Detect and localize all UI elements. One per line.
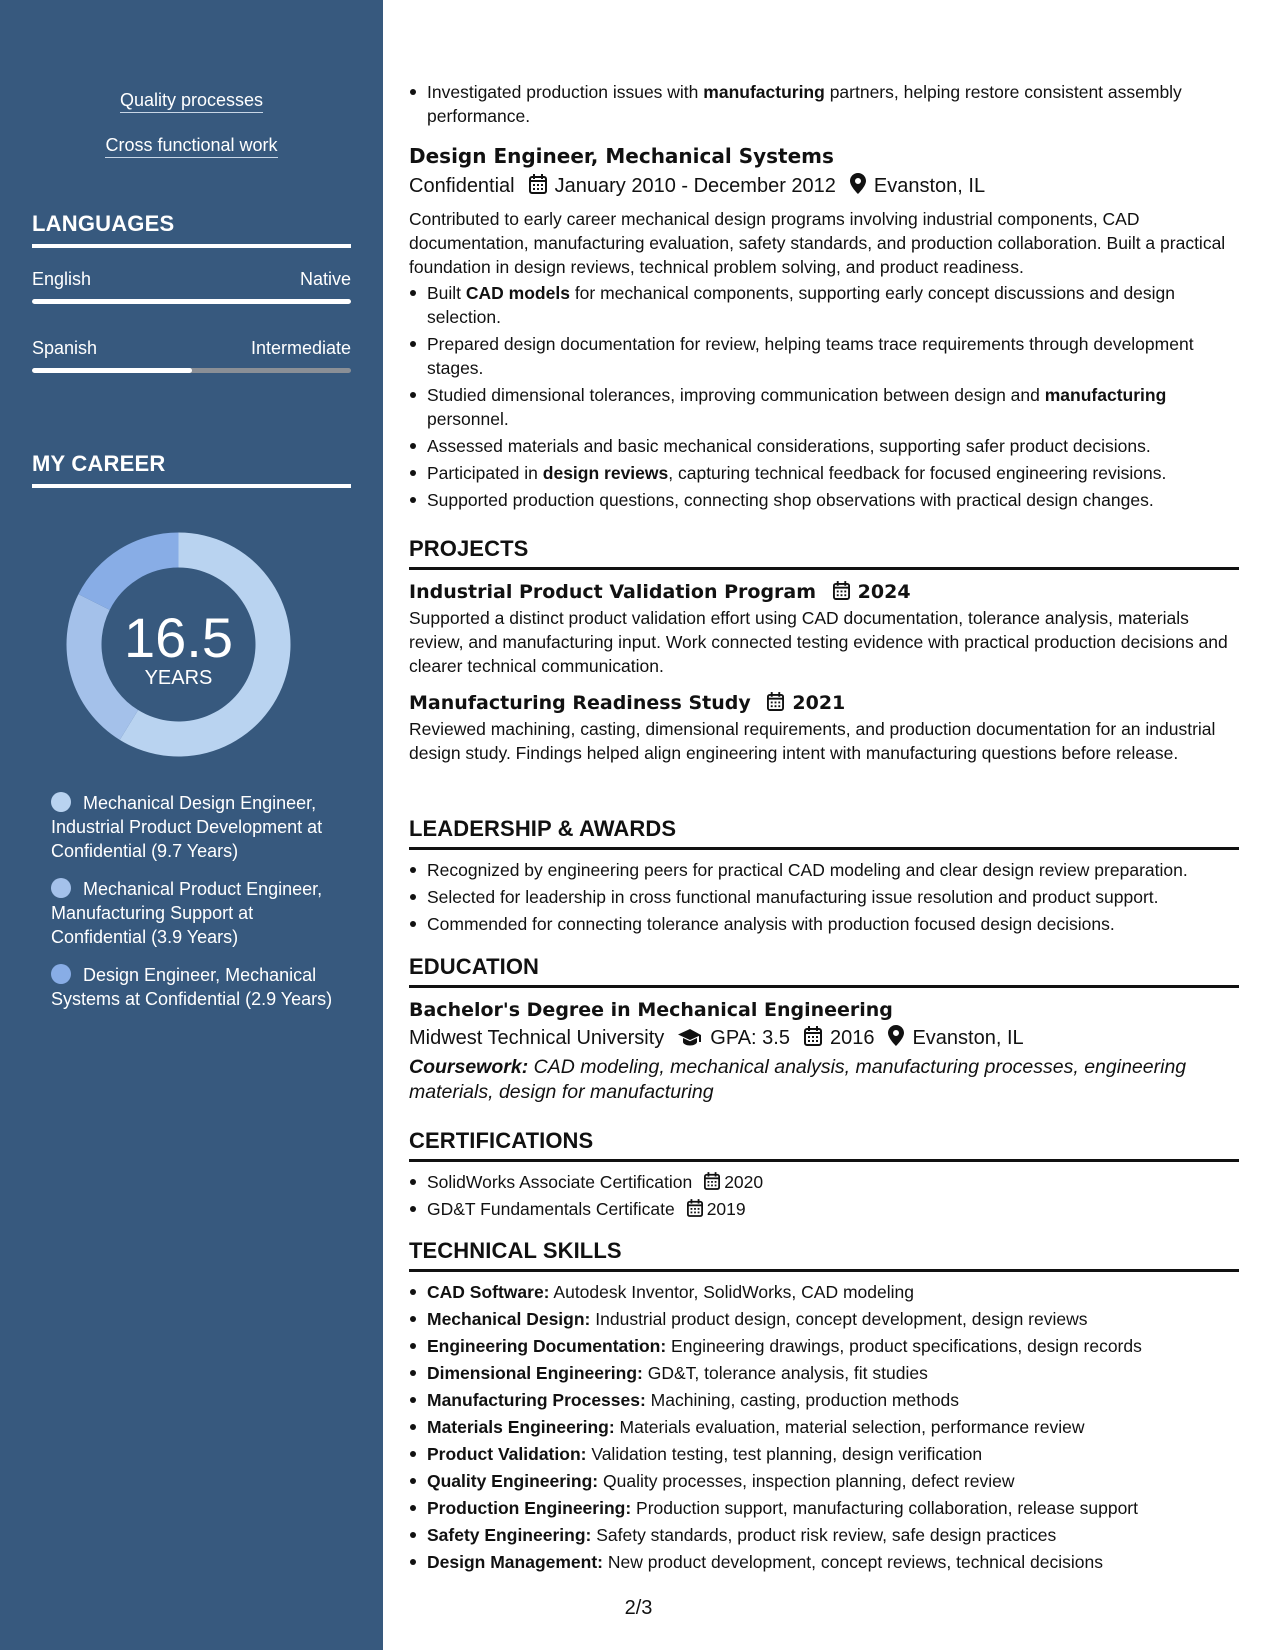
certifications-heading: CERTIFICATIONS <box>409 1127 1239 1162</box>
language-row <box>32 268 351 290</box>
main-content <box>409 0 1239 1650</box>
skills-heading: TECHNICAL SKILLS <box>409 1237 1239 1272</box>
job-bullets <box>409 281 1239 512</box>
school-name: Midwest Technical University <box>409 1027 665 1049</box>
certifications-section <box>409 1127 1239 1224</box>
calendar-icon <box>804 1026 822 1046</box>
location-pin-icon <box>850 173 866 194</box>
skill-item: Engineering Documentation: Engineering drawings, product specifications, design records <box>409 1334 1239 1358</box>
languages-heading: LANGUAGES <box>32 210 351 248</box>
bullet-item: Commended for connecting tolerance analysis with production focused design decisions. <box>409 912 1239 936</box>
coursework-label: Coursework: <box>409 1056 529 1078</box>
job-location: Evanston, IL <box>873 175 986 197</box>
bullet-item: Assessed materials and basic mechanical considerations, supporting safer product decisions. <box>409 434 1239 458</box>
graduation-cap-icon <box>678 1028 702 1046</box>
skill-item: Design Management: New product development, concept reviews, technical decisions <box>409 1550 1239 1574</box>
project-year: 2021 <box>792 692 846 714</box>
language-proficiency-bar <box>32 299 351 304</box>
project-year: 2024 <box>857 581 911 603</box>
skill-item: Mechanical Design: Industrial product design, concept development, design reviews <box>409 1307 1239 1331</box>
career-legend-item: Mechanical Design Engineer, Industrial Product Development at Confidential (9.7 Years) <box>51 793 323 861</box>
job-dates: January 2010 - December 2012 <box>554 175 836 197</box>
job-company: Confidential <box>409 175 515 197</box>
job-summary: Contributed to early career mechanical design programs involving industrial components, CAD documentation, manufacturing evaluation, safety standards, and production collaboration. Built a practical foundation in design reviews, technical problem solving, and product readiness. <box>409 209 1226 277</box>
calendar-icon <box>704 1172 720 1190</box>
education-section <box>409 953 1239 1105</box>
project-description: Supported a distinct product validation effort using CAD documentation, tolerance analysis, materials review, and manufacturing input. Work connected testing evidence with practical production decisions and clearer technical communication. <box>409 608 1228 676</box>
education-heading: EDUCATION <box>409 953 1239 988</box>
language-proficiency-fill <box>32 299 351 304</box>
bullet-item: Prepared design documentation for review, helping teams trace requirements through development stages. <box>409 332 1239 380</box>
language-proficiency-bar <box>32 368 351 373</box>
bullet-item: Recognized by engineering peers for practical CAD modeling and clear design review preparation. <box>409 858 1239 882</box>
bullet-item: Participated in design reviews, capturing technical feedback for focused engineering revisions. <box>409 461 1239 485</box>
leadership-heading: LEADERSHIP & AWARDS <box>409 815 1239 850</box>
language-level: Native <box>299 269 351 289</box>
career-donut-chart <box>66 532 291 757</box>
language-proficiency-fill <box>32 368 192 373</box>
bullet-item: Built CAD models for mechanical components, supporting early concept discussions and design selection. <box>409 281 1239 329</box>
skill-item: Materials Engineering: Materials evaluation, material selection, performance review <box>409 1415 1239 1439</box>
skill-item: Production Engineering: Production support, manufacturing collaboration, release support <box>409 1496 1239 1520</box>
career-legend-item: Design Engineer, Mechanical Systems at Confidential (2.9 Years) <box>51 965 333 1009</box>
legend-dot-icon <box>51 964 71 984</box>
certification-item: SolidWorks Associate Certification 2020 <box>409 1170 1239 1194</box>
language-name: English <box>32 269 92 289</box>
education-year: 2016 <box>829 1027 875 1049</box>
legend-dot-icon <box>51 878 71 898</box>
leadership-section <box>409 815 1239 939</box>
previous-job-bullets <box>409 80 1239 131</box>
legend-dot-icon <box>51 792 71 812</box>
certification-item: GD&T Fundamentals Certificate 2019 <box>409 1197 1239 1221</box>
page-number: 2/3 <box>624 1597 653 1619</box>
bullet-item: Selected for leadership in cross functional manufacturing issue resolution and product support. <box>409 885 1239 909</box>
career-legend-item: Mechanical Product Engineer, Manufacturing Support at Confidential (3.9 Years) <box>51 879 323 947</box>
bullet-item: Supported production questions, connecting shop observations with practical design changes. <box>409 488 1239 512</box>
language-level: Intermediate <box>250 338 351 358</box>
education-location: Evanston, IL <box>912 1027 1024 1049</box>
career-total-years: 16.5 <box>124 606 233 669</box>
skill-item: Quality Engineering: Quality processes, inspection planning, defect review <box>409 1469 1239 1493</box>
project-title-row <box>409 578 1239 606</box>
calendar-icon <box>529 174 547 194</box>
projects-heading: PROJECTS <box>409 535 1239 570</box>
coursework-text: CAD modeling, mechanical analysis, manufacturing processes, engineering materials, design for manufacturing <box>409 1056 1187 1103</box>
leadership-list <box>409 858 1239 936</box>
projects-section <box>409 535 1239 765</box>
project-title: Manufacturing Readiness Study <box>409 692 751 714</box>
skills-section <box>409 1237 1239 1577</box>
bullet-item: Studied dimensional tolerances, improving communication between design and manufacturing personnel. <box>409 383 1239 431</box>
sidebar <box>0 0 383 1650</box>
certifications-list <box>409 1170 1239 1221</box>
job-meta <box>409 172 1239 200</box>
calendar-icon <box>833 581 850 600</box>
skill-item: Safety Engineering: Safety standards, product risk review, safe design practices <box>409 1523 1239 1547</box>
project-title: Industrial Product Validation Program <box>409 581 817 603</box>
language-row <box>32 337 351 359</box>
skill-item: CAD Software: Autodesk Inventor, SolidWorks, CAD modeling <box>409 1280 1239 1304</box>
degree-title: Bachelor's Degree in Mechanical Engineering <box>409 999 893 1021</box>
calendar-icon <box>687 1199 703 1217</box>
project-description: Reviewed machining, casting, dimensional requirements, and production documentation for an industrial design study. Findings helped align engineering intent with manufacturing questions before release. <box>409 719 1216 763</box>
job-title: Design Engineer, Mechanical Systems <box>409 144 834 168</box>
skill-item: Product Validation: Validation testing, test planning, design verification <box>409 1442 1239 1466</box>
strength-item: Cross functional work <box>0 133 383 157</box>
location-pin-icon <box>888 1025 904 1046</box>
career-total-unit: YEARS <box>144 667 213 689</box>
coursework <box>409 1055 1239 1105</box>
career-heading: MY CAREER <box>32 450 351 488</box>
bullet-item: Investigated production issues with manufacturing partners, helping restore consistent assembly performance. <box>409 80 1239 128</box>
skill-item: Manufacturing Processes: Machining, casting, production methods <box>409 1388 1239 1412</box>
strength-item: Quality processes <box>0 88 383 112</box>
skills-list <box>409 1280 1239 1574</box>
donut-segment-3 <box>78 533 178 610</box>
job-entry <box>409 142 1239 515</box>
project-title-row <box>409 689 1239 717</box>
education-meta <box>409 1024 1239 1052</box>
skill-item: Dimensional Engineering: GD&T, tolerance analysis, fit studies <box>409 1361 1239 1385</box>
language-name: Spanish <box>32 338 98 358</box>
calendar-icon <box>767 692 784 711</box>
education-gpa: GPA: 3.5 <box>710 1027 790 1049</box>
